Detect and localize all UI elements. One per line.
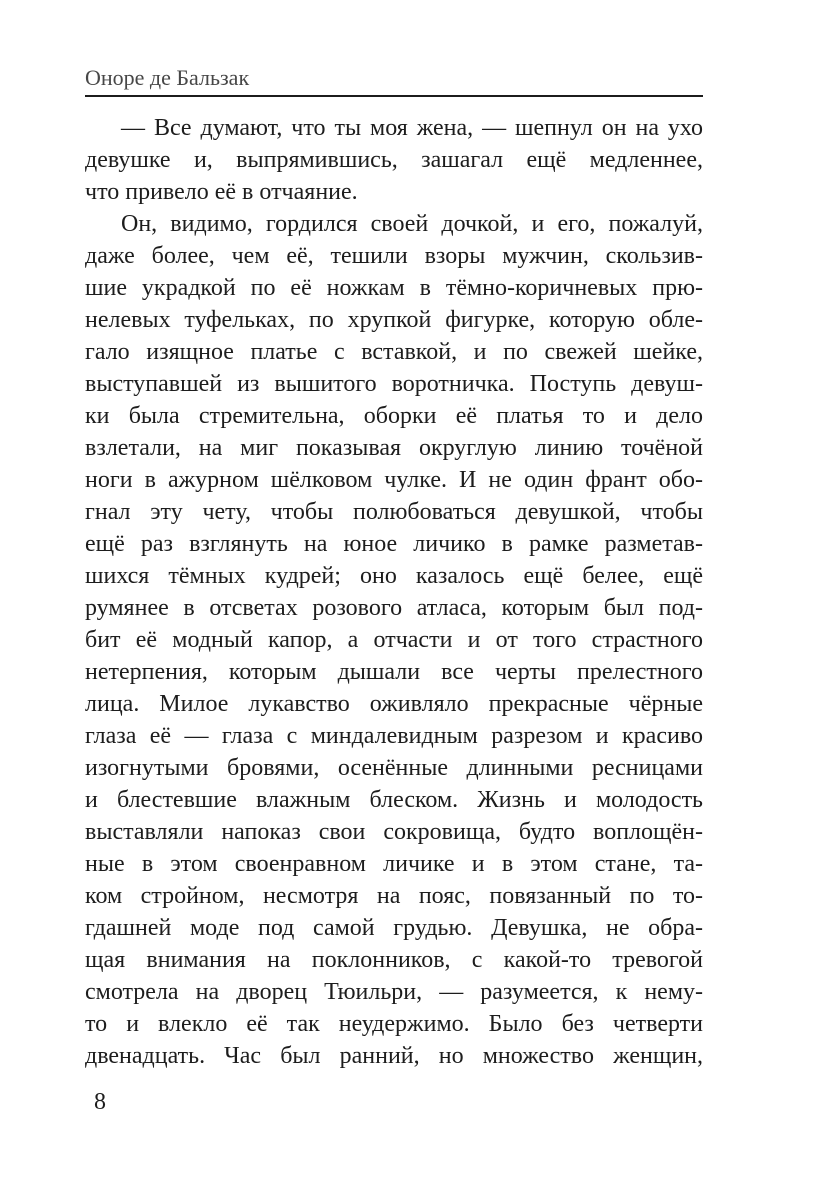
author-name: Оноре де Бальзак: [85, 65, 250, 90]
text-line: и блестевшие влажным блеском. Жизнь и молодость: [85, 787, 703, 813]
text-line: ноги в ажурном шёлковом чулке. И не один франт обо-: [85, 467, 703, 493]
text-line: гнал эту чету, чтобы полюбоваться девушкой, чтобы: [85, 499, 703, 525]
text-line: ком стройном, несмотря на пояс, повязанный по то-: [85, 883, 703, 909]
text-line: щая внимания на поклонников, с какой-то тревогой: [85, 947, 703, 973]
text-line: гдашней моде под самой грудью. Девушка, не обра-: [85, 915, 703, 941]
text-line: нетерпения, которым дышали все черты прелестного: [85, 659, 703, 685]
text-line: глаза её — глаза с миндалевидным разрезом и красиво: [85, 723, 703, 749]
text-line: что привело её в отчаяние.: [85, 179, 358, 205]
header-rule: [85, 95, 703, 97]
text-line: ные в этом своенравном личике и в этом стане, та-: [85, 851, 703, 877]
text-line: шихся тёмных кудрей; оно казалось ещё белее, ещё: [85, 563, 703, 589]
text-line: то и влекло её так неудержимо. Было без четверти: [85, 1011, 703, 1037]
text-line: выступавшей из вышитого воротничка. Поступь девуш-: [85, 371, 703, 397]
text-line: выставляли напоказ свои сокровища, будто воплощён-: [85, 819, 703, 845]
text-line: изогнутыми бровями, осенённые длинными ресницами: [85, 755, 703, 781]
paragraph: [85, 208, 703, 1072]
text-line: смотрела на дворец Тюильри, — разумеется, к нему-: [85, 979, 703, 1005]
running-header: [85, 66, 703, 90]
text-line: — Все думают, что ты моя жена, — шепнул он на ухо: [121, 115, 703, 141]
text-line: Он, видимо, гордился своей дочкой, и его, пожалуй,: [121, 211, 703, 237]
text-line: ки была стремительна, оборки её платья то и дело: [85, 403, 703, 429]
body-text: [85, 112, 703, 1072]
text-line: бит её модный капор, а отчасти и от того страстного: [85, 627, 703, 653]
text-line: нелевых туфельках, по хрупкой фигурке, которую обле-: [85, 307, 703, 333]
text-line: румянее в отсветах розового атласа, которым был под-: [85, 595, 703, 621]
text-line: взлетали, на миг показывая округлую линию точёной: [85, 435, 703, 461]
page-number: 8: [94, 1089, 106, 1115]
text-line: лица. Милое лукавство оживляло прекрасные чёрные: [85, 691, 703, 717]
text-line: ещё раз взглянуть на юное личико в рамке разметав-: [85, 531, 703, 557]
text-line: даже более, чем её, тешили взоры мужчин, скользив-: [85, 243, 703, 269]
text-line: гало изящное платье с вставкой, и по свежей шейке,: [85, 339, 703, 365]
text-line: шие украдкой по её ножкам в тёмно-коричневых прю-: [85, 275, 703, 301]
text-line: двенадцать. Час был ранний, но множество женщин,: [85, 1043, 703, 1069]
text-line: девушке и, выпрямившись, зашагал ещё медленнее,: [85, 147, 703, 173]
paragraph: [85, 112, 703, 208]
